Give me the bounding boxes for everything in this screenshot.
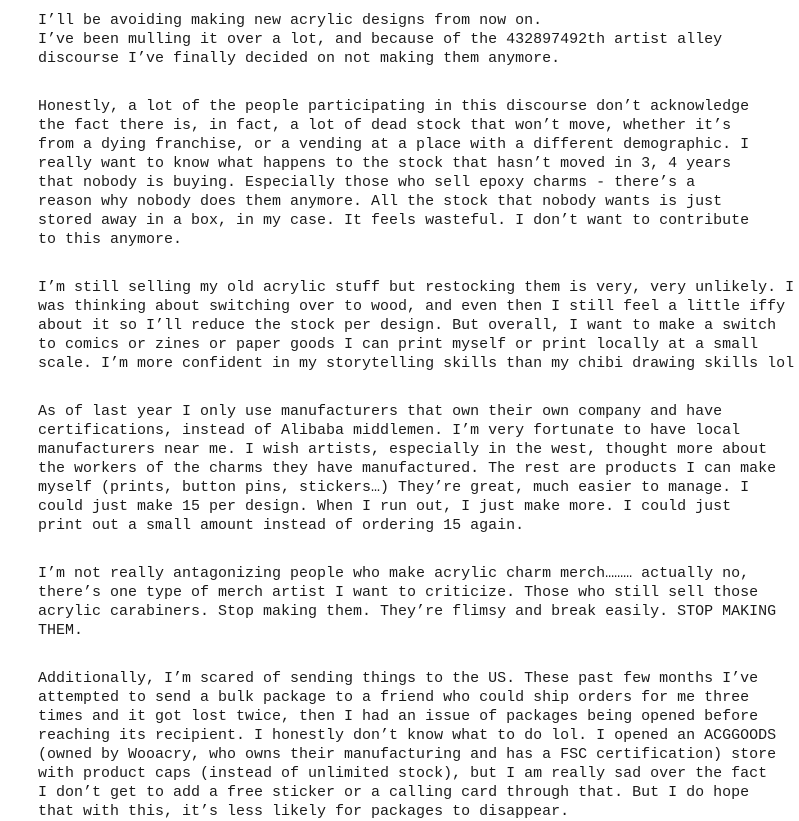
text-line: I’m still selling my old acrylic stuff but restocking them is very, very unlikely. I (38, 279, 795, 296)
text-line: from a dying franchise, or a vending at a place with a different demographic. I (38, 136, 750, 153)
text-line: I’ll be avoiding making new acrylic designs from now on. (38, 12, 543, 29)
paragraph (38, 97, 799, 249)
text-line: really want to know what happens to the stock that hasn’t moved in 3, 4 years (38, 155, 732, 172)
text-line: certifications, instead of Alibaba middlemen. I’m very fortunate to have local (38, 422, 741, 439)
text-line: the workers of the charms they have manufactured. The rest are products I can make (38, 460, 777, 477)
text-line: to comics or zines or paper goods I can print myself or print locally at a small (38, 336, 759, 353)
text-line: THEM. (38, 622, 84, 639)
text-line: reaching its recipient. I honestly don’t know what to do lol. I opened an ACGGOODS (38, 727, 777, 744)
text-line: print out a small amount instead of ordering 15 again. (38, 517, 525, 534)
text-line: scale. I’m more confident in my storytelling skills than my chibi drawing skills lol (38, 355, 795, 372)
text-line: (owned by Wooacry, who owns their manufacturing and has a FSC certification) store (38, 746, 777, 763)
text-line: myself (prints, button pins, stickers…) They’re great, much easier to manage. I (38, 479, 750, 496)
text-line: to this anymore. (38, 231, 183, 248)
text-line: manufacturers near me. I wish artists, especially in the west, thought more about (38, 441, 768, 458)
paragraph (38, 11, 799, 68)
paragraph (38, 402, 799, 535)
text-line: about it so I’ll reduce the stock per design. But overall, I want to make a switch (38, 317, 777, 334)
paragraph (38, 669, 799, 821)
text-line: there’s one type of merch artist I want to criticize. Those who still sell those (38, 584, 759, 601)
text-line: could just make 15 per design. When I run out, I just make more. I could just (38, 498, 732, 515)
text-line: was thinking about switching over to wood, and even then I still feel a little iffy (38, 298, 786, 315)
text-line: times and it got lost twice, then I had an issue of packages being opened before (38, 708, 759, 725)
text-line: discourse I’ve finally decided on not making them anymore. (38, 50, 561, 67)
text-line: acrylic carabiners. Stop making them. They’re flimsy and break easily. STOP MAKING (38, 603, 777, 620)
text-line: with product caps (instead of unlimited stock), but I am really sad over the fact (38, 765, 768, 782)
text-line: Honestly, a lot of the people participating in this discourse don’t acknowledge (38, 98, 750, 115)
text-line: I’m not really antagonizing people who make acrylic charm merch……… actually no, (38, 565, 750, 582)
text-line: that with this, it’s less likely for packages to disappear. (38, 803, 570, 820)
text-line: the fact there is, in fact, a lot of dead stock that won’t move, whether it’s (38, 117, 732, 134)
text-line: reason why nobody does them anymore. All the stock that nobody wants is just (38, 193, 723, 210)
text-line: As of last year I only use manufacturers that own their own company and have (38, 403, 723, 420)
text-line: Additionally, I’m scared of sending things to the US. These past few months I’ve (38, 670, 759, 687)
text-line: attempted to send a bulk package to a friend who could ship orders for me three (38, 689, 750, 706)
text-line: that nobody is buying. Especially those who sell epoxy charms - there’s a (38, 174, 696, 191)
paragraph (38, 278, 799, 373)
paragraph (38, 564, 799, 640)
text-line: stored away in a box, in my case. It feels wasteful. I don’t want to contribute (38, 212, 750, 229)
text-line: I’ve been mulling it over a lot, and because of the 432897492th artist alley (38, 31, 723, 48)
text-line: I don’t get to add a free sticker or a calling card through that. But I do hope (38, 784, 750, 801)
